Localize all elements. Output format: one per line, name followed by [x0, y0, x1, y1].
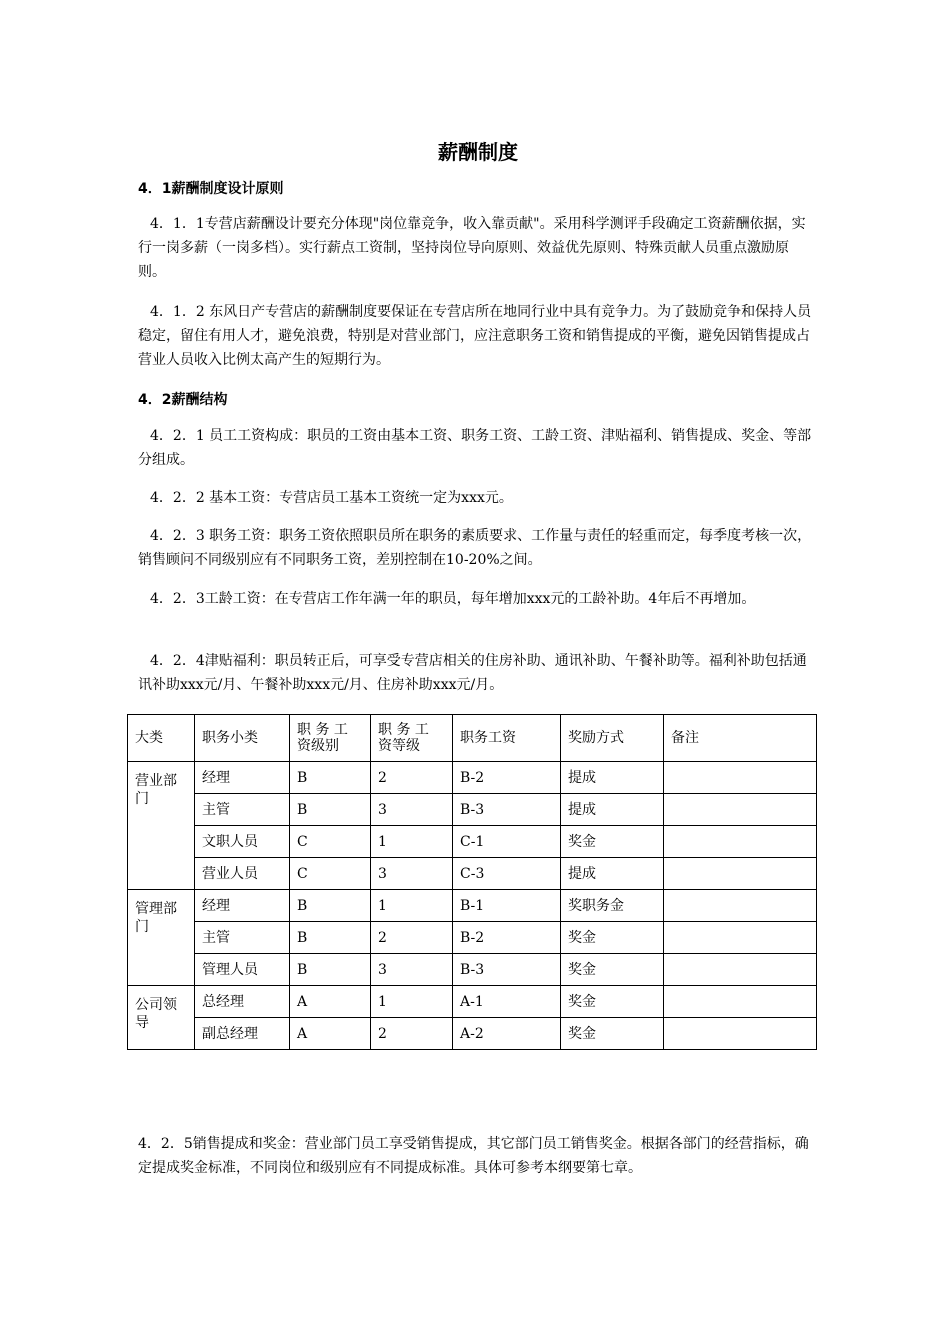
cell-subtype: 经理	[195, 890, 290, 922]
table-row	[128, 922, 817, 954]
cell-reward: 奖职务金	[561, 890, 664, 922]
header-remarks: 备注	[664, 715, 817, 762]
cell-pay: B-2	[453, 762, 561, 794]
header-position-pay: 职务工资	[453, 715, 561, 762]
section-heading-4-1: 4．1薪酬制度设计原则	[138, 181, 284, 197]
cell-level: C	[290, 858, 371, 890]
header-reward-method: 奖励方式	[561, 715, 664, 762]
category-cell-management: 管理部门	[128, 890, 195, 986]
cell-level: A	[290, 986, 371, 1018]
table-row	[128, 858, 817, 890]
cell-grade: 3	[371, 858, 453, 890]
cell-level: B	[290, 922, 371, 954]
cell-pay: C-3	[453, 858, 561, 890]
cell-grade: 2	[371, 1018, 453, 1050]
cell-remarks	[664, 1018, 817, 1050]
cell-grade: 2	[371, 922, 453, 954]
cell-grade: 1	[371, 986, 453, 1018]
paragraph-4-2-3-position-pay: 4．2．3 职务工资：职务工资依照职员所在职务的素质要求、工作量与责任的轻重而定，每季度考核一次，销售顾问不同级别应有不同职务工资，差别控制在10-20%之间。	[138, 528, 812, 568]
cell-level: B	[290, 890, 371, 922]
paragraph-4-2-1: 4．2．1 员工工资构成：职员的工资由基本工资、职务工资、工龄工资、津贴福利、销售提成、奖金、等部分组成。	[138, 428, 812, 468]
cell-subtype: 副总经理	[195, 1018, 290, 1050]
paragraph-4-1-2: 4．1．2 东风日产专营店的薪酬制度要保证在专营店所在地同行业中具有竞争力。为了鼓励竞争和保持人员稳定，留住有用人才，避免浪费，特别是对营业部门，应注意职务工资和销售提成的平衡，避免因销售提成占营业人员收入比例太高产生的短期行为。	[138, 304, 812, 368]
cell-pay: B-3	[453, 954, 561, 986]
table-row	[128, 762, 817, 794]
cell-remarks	[664, 826, 817, 858]
salary-structure-table	[127, 714, 817, 1050]
paragraph-4-2-4: 4．2．4津贴福利：职员转正后，可享受专营店相关的住房补助、通讯补助、午餐补助等。福利补助包括通讯补助xxx元/月、午餐补助xxx元/月、住房补助xxx元/月。	[138, 653, 807, 693]
header-category: 大类	[128, 715, 195, 762]
document-title: 薪酬制度	[438, 140, 518, 164]
cell-level: A	[290, 1018, 371, 1050]
cell-remarks	[664, 762, 817, 794]
cell-reward: 提成	[561, 794, 664, 826]
cell-grade: 1	[371, 826, 453, 858]
section-heading-4-2: 4．2薪酬结构	[138, 392, 228, 408]
paragraph-4-2-3-seniority-pay: 4．2．3工龄工资：在专营店工作年满一年的职员，每年增加xxx元的工龄补助。4年后不再增加。	[150, 591, 756, 607]
cell-subtype: 营业人员	[195, 858, 290, 890]
cell-remarks	[664, 954, 817, 986]
table-row	[128, 826, 817, 858]
cell-reward: 奖金	[561, 986, 664, 1018]
cell-pay: A-2	[453, 1018, 561, 1050]
cell-remarks	[664, 890, 817, 922]
table-header-row	[128, 715, 817, 762]
paragraph-4-2-2: 4．2．2 基本工资：专营店员工基本工资统一定为xxx元。	[150, 490, 513, 506]
cell-reward: 提成	[561, 762, 664, 794]
cell-subtype: 主管	[195, 794, 290, 826]
header-pay-grade: 职 务 工 资等级	[371, 715, 453, 762]
cell-level: B	[290, 954, 371, 986]
cell-reward: 奖金	[561, 954, 664, 986]
cell-pay: B-3	[453, 794, 561, 826]
cell-pay: B-1	[453, 890, 561, 922]
cell-reward: 奖金	[561, 1018, 664, 1050]
table-row	[128, 794, 817, 826]
table-row	[128, 954, 817, 986]
cell-remarks	[664, 794, 817, 826]
cell-grade: 1	[371, 890, 453, 922]
cell-pay: B-2	[453, 922, 561, 954]
cell-remarks	[664, 986, 817, 1018]
cell-pay: C-1	[453, 826, 561, 858]
cell-grade: 3	[371, 954, 453, 986]
cell-reward: 奖金	[561, 826, 664, 858]
cell-level: B	[290, 794, 371, 826]
table-row	[128, 1018, 817, 1050]
cell-reward: 提成	[561, 858, 664, 890]
cell-subtype: 总经理	[195, 986, 290, 1018]
cell-level: C	[290, 826, 371, 858]
cell-remarks	[664, 922, 817, 954]
cell-level: B	[290, 762, 371, 794]
table-row	[128, 986, 817, 1018]
cell-subtype: 管理人员	[195, 954, 290, 986]
cell-subtype: 文职人员	[195, 826, 290, 858]
cell-pay: A-1	[453, 986, 561, 1018]
paragraph-4-1-1: 4．1．1专营店薪酬设计要充分体现"岗位靠竞争，收入靠贡献"。采用科学测评手段确定工资薪酬依据，实行一岗多薪（一岗多档）。实行薪点工资制，坚持岗位导向原则、效益优先原则、特殊贡献人员重点激励原则。	[138, 216, 806, 280]
cell-subtype: 经理	[195, 762, 290, 794]
cell-reward: 奖金	[561, 922, 664, 954]
cell-subtype: 主管	[195, 922, 290, 954]
header-position-subtype: 职务小类	[195, 715, 290, 762]
table-row	[128, 890, 817, 922]
category-cell-leadership: 公司领导	[128, 986, 195, 1050]
category-cell-sales: 营业部门	[128, 762, 195, 890]
cell-grade: 2	[371, 762, 453, 794]
cell-remarks	[664, 858, 817, 890]
cell-grade: 3	[371, 794, 453, 826]
header-pay-level: 职 务 工 资级别	[290, 715, 371, 762]
paragraph-4-2-5: 4．2．5销售提成和奖金：营业部门员工享受销售提成，其它部门员工销售奖金。根据各部门的经营指标，确定提成奖金标准，不同岗位和级别应有不同提成标准。具体可参考本纲要第七章。	[138, 1136, 809, 1176]
